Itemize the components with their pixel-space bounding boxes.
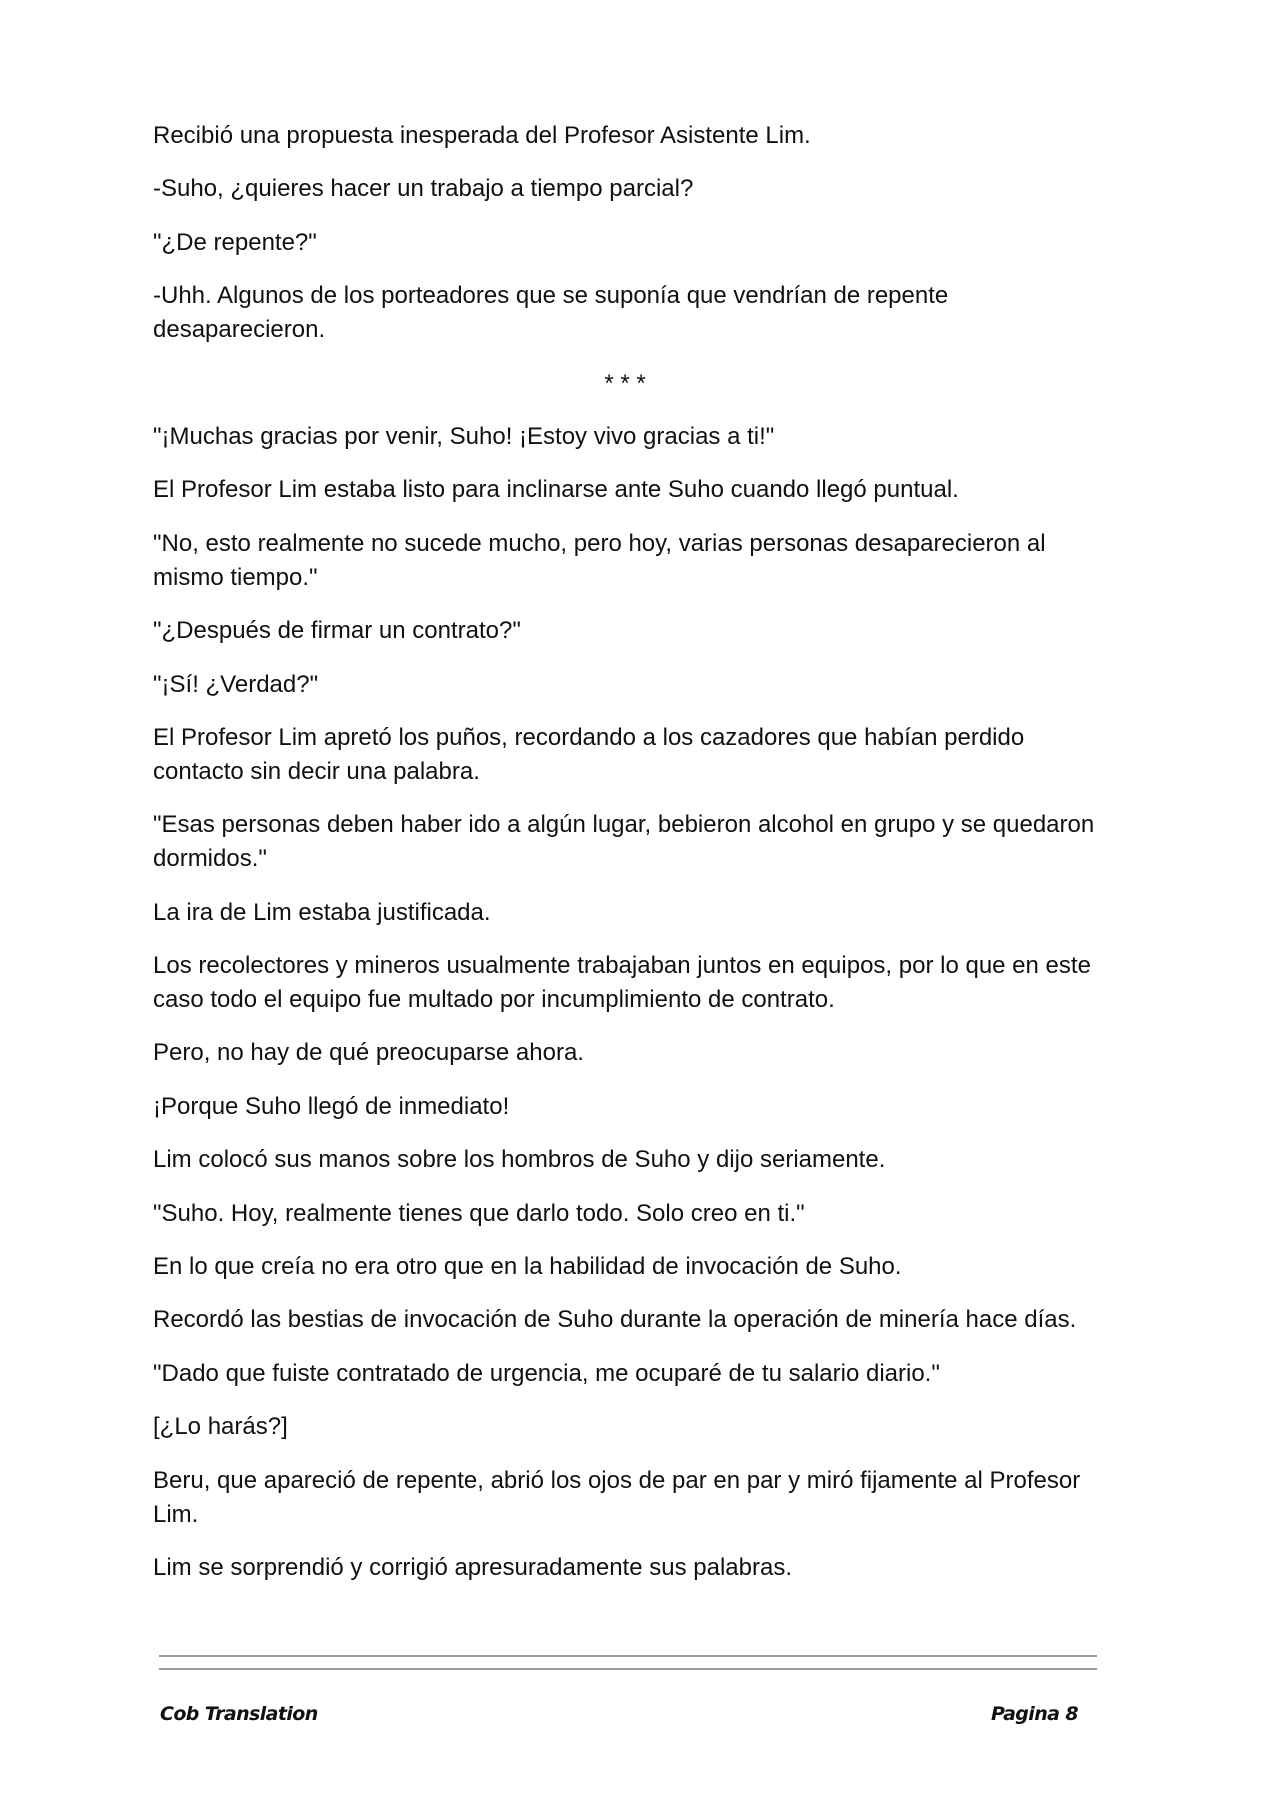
- scene-break: * * *: [604, 369, 646, 397]
- paragraph: "Suho. Hoy, realmente tienes que darlo todo. Solo creo en ti.": [153, 1199, 805, 1227]
- paragraph: "Dado que fuiste contratado de urgencia, me ocuparé de tu salario diario.": [153, 1359, 940, 1387]
- paragraph: Recibió una propuesta inesperada del Profesor Asistente Lim.: [153, 122, 811, 149]
- paragraph: Lim colocó sus manos sobre los hombros de Suho y dijo seriamente.: [153, 1146, 886, 1174]
- page-footer: [160, 1702, 1078, 1728]
- footer-publisher: Cob Translation: [160, 1703, 318, 1725]
- paragraph: Beru, que apareció de repente, abrió los ojos de par en par y miró fijamente al Profesor Lim.: [153, 1466, 1081, 1528]
- paragraph: Los recolectores y mineros usualmente trabajaban juntos en equipos, por lo que en este caso todo el equipo fue multado por incumplimiento de contrato.: [153, 952, 1091, 1014]
- paragraph: En lo que creía no era otro que en la habilidad de invocación de Suho.: [153, 1253, 902, 1281]
- paragraph: Lim se sorprendió y corrigió apresuradamente sus palabras.: [153, 1553, 792, 1581]
- paragraph: "¡Sí! ¿Verdad?": [153, 670, 319, 698]
- paragraph: "No, esto realmente no sucede mucho, pero hoy, varias personas desaparecieron al mismo tiempo.": [153, 529, 1046, 591]
- footer-divider-bottom: [159, 1668, 1097, 1670]
- document-body: [153, 119, 1103, 1604]
- paragraph: [¿Lo harás?]: [153, 1413, 288, 1441]
- paragraph: "¿De repente?": [153, 228, 317, 256]
- paragraph: ¡Porque Suho llegó de inmediato!: [153, 1092, 510, 1120]
- paragraph: La ira de Lim estaba justificada.: [153, 898, 491, 926]
- footer-divider-top: [159, 1655, 1097, 1657]
- paragraph: "Esas personas deben haber ido a algún lugar, bebieron alcohol en grupo y se quedaron dormidos.": [153, 811, 1095, 873]
- page-number: Pagina 8: [990, 1703, 1078, 1725]
- paragraph: El Profesor Lim estaba listo para inclinarse ante Suho cuando llegó puntual.: [153, 476, 959, 504]
- paragraph: -Suho, ¿quieres hacer un trabajo a tiempo parcial?: [153, 175, 694, 203]
- paragraph: Recordó las bestias de invocación de Suho durante la operación de minería hace días.: [153, 1306, 1077, 1334]
- paragraph: Pero, no hay de qué preocuparse ahora.: [153, 1039, 584, 1067]
- paragraph: "¡Muchas gracias por venir, Suho! ¡Estoy vivo gracias a ti!": [153, 422, 775, 450]
- paragraph: El Profesor Lim apretó los puños, recordando a los cazadores que habían perdido contacto sin decir una palabra.: [153, 723, 1025, 785]
- paragraph: -Uhh. Algunos de los porteadores que se suponía que vendrían de repente desaparecieron.: [153, 282, 949, 344]
- paragraph: "¿Después de firmar un contrato?": [153, 617, 521, 645]
